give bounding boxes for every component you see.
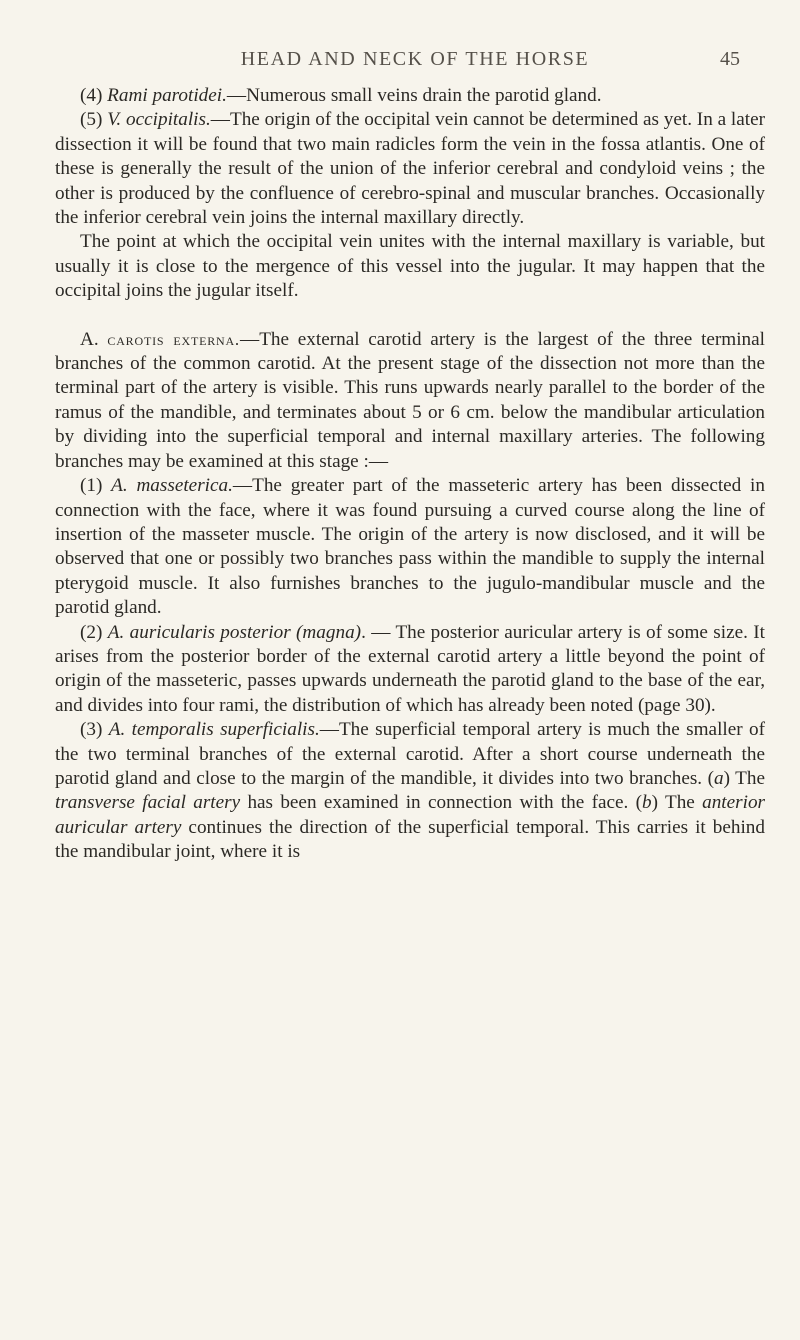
term: A. temporalis superficialis.	[108, 719, 320, 741]
paragraph-v-occipitalis	[55, 108, 765, 230]
item-number: (1)	[80, 475, 112, 497]
paragraph-text: ) The	[723, 767, 766, 789]
term: Rami parotidei.	[107, 85, 227, 106]
paragraph-text: —Numerous small veins drain the parotid gland.	[226, 85, 602, 106]
term: V. occipitalis.	[107, 109, 211, 131]
paragraph-text: ) The	[651, 792, 703, 814]
term: A. masseterica.	[111, 475, 233, 497]
paragraph-carotis-externa	[55, 328, 765, 474]
paragraph-text: —The greater part of the masseteric artery has been dissected in connection with the face, where it was found pursuing a curved course along the line of insertion of the masseter muscle. The origin of the artery is now disclosed, and it will be observed that one or possibly two branches pass within the mandible to supply the internal pterygoid muscle. It also furnishes branches to the jugulo-mandibular muscle and the parotid gland.	[55, 475, 765, 619]
page-body	[55, 84, 765, 865]
paragraph-a-temporalis-superficialis	[55, 718, 765, 864]
section-letter: A.	[80, 328, 108, 350]
section-term: carotis externa.	[107, 329, 240, 349]
paragraph-text: —The external carotid artery is the largest of the three terminal branches of the common carotid. At the present stage of the dissection not more than the terminal part of the artery is visible. This runs upwards nearly parallel to the border of the ramus of the mandible, and terminates about 5 or 6 cm. below the mandibular articulation by dividing into the superficial temporal and internal maxillary arteries. The following branches may be examined at this stage :—	[55, 328, 766, 472]
paragraph-text: —The superficial temporal artery is much the smaller of the two terminal branches of the external carotid. After a short course underneath the parotid gland and close to the margin of the mandible, it divides into two branches. (	[55, 719, 765, 789]
running-header: HEAD AND NECK OF THE HORSE	[240, 48, 590, 70]
label-b: b	[642, 792, 652, 814]
paragraph-occipital-junction	[55, 230, 765, 303]
term-anterior-auricular: anterior auricular artery	[55, 792, 766, 838]
label-a: a	[714, 767, 724, 789]
paragraph-text: continues the direction of the superficial temporal. This carries it behind the mandibular joint, where it is	[55, 816, 765, 863]
item-number: (3)	[80, 719, 109, 741]
term-alt: (magna)	[290, 621, 362, 643]
paragraph-text: The point at which the occipital vein unites with the internal maxillary is variable, but usually it is close to the mergence of this vessel into the jugular. It may happen that the occipital joins the jugular itself.	[55, 231, 765, 302]
paragraph-text: —The origin of the occipital vein cannot be determined as yet. In a later dissection it will be found that two main radicles form the vein in the fossa atlantis. One of these is generally the result of the union of the inferior cerebral and condyloid veins ; the other is produced by the confluence of cerebro-spinal and muscular branches. Occasionally the inferior cerebral vein joins the internal maxillary directly.	[55, 109, 765, 229]
page-number: 45	[720, 48, 740, 70]
item-number: (2)	[80, 621, 108, 643]
term: A. auricularis posterior	[107, 621, 291, 643]
paragraph-text: has been examined in connection with the face. (	[240, 792, 643, 814]
item-number: (5)	[80, 109, 108, 131]
paragraph-rami-parotidei	[55, 84, 765, 108]
paragraph-a-auricularis-posterior	[55, 621, 765, 719]
item-number: (4)	[80, 85, 108, 106]
paragraph-a-masseterica	[55, 474, 765, 620]
term-transverse-facial: transverse facial artery	[55, 792, 241, 814]
paragraph-text: . — The posterior auricular artery is of some size. It arises from the posterior border of the external carotid artery a little beyond the point of origin of the masseteric, passes upwards underneath the parotid gland to the base of the ear, and divides into four rami, the distribution of which has already been noted (page 30).	[55, 621, 766, 716]
